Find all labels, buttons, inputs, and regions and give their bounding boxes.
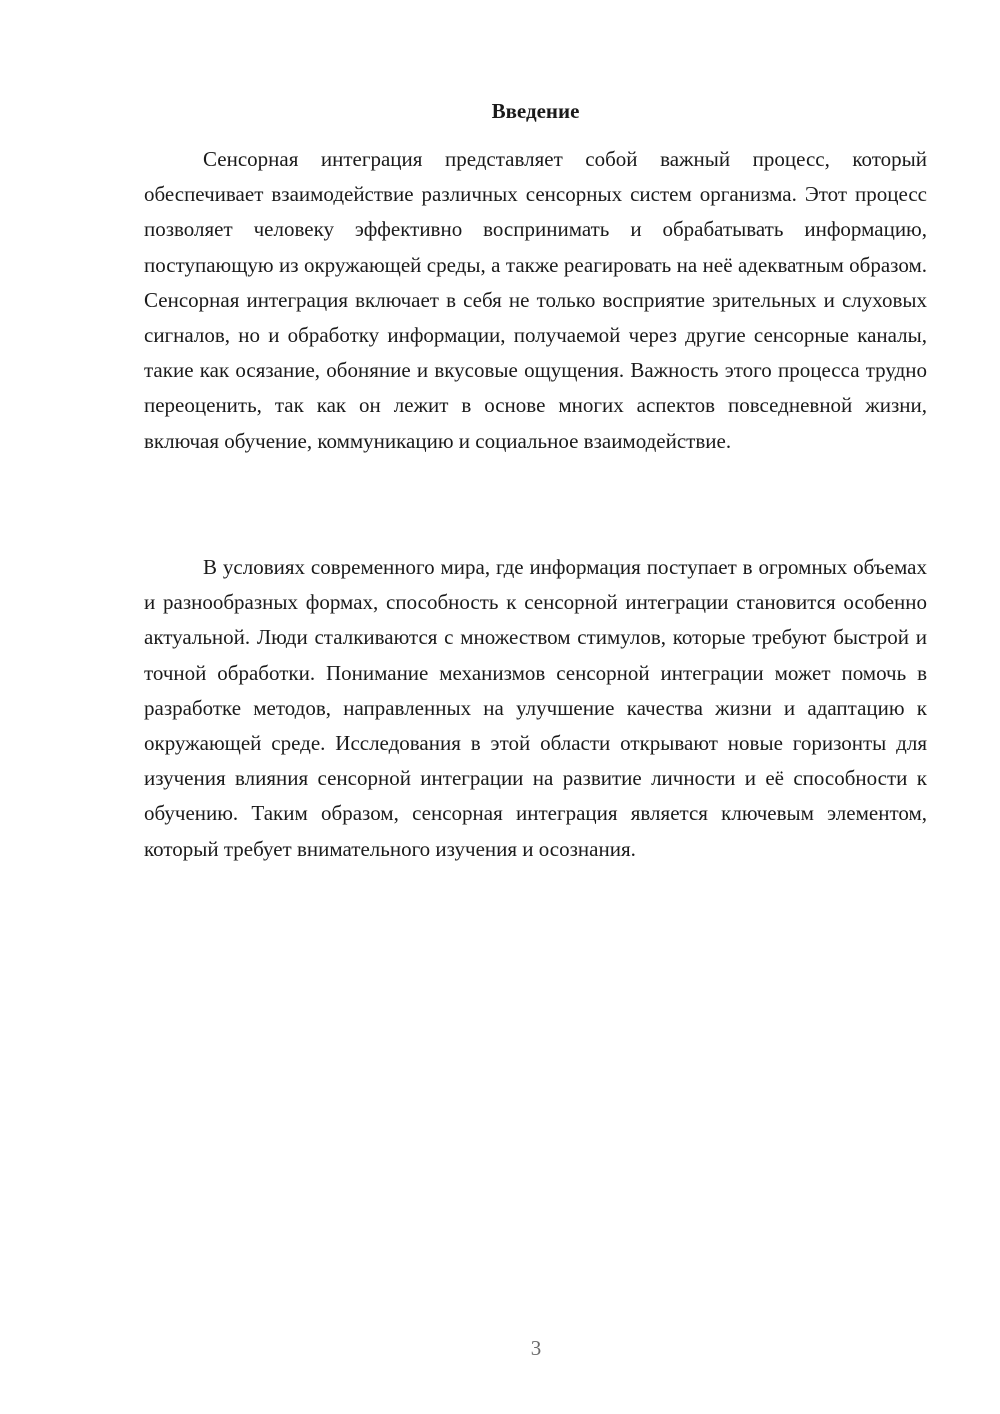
section-heading: Введение [491, 99, 580, 123]
page-number: 3 [530, 1336, 542, 1360]
paragraph-2: В условиях современного мира, где информация поступает в огромных объемах и разнообразных формах, способность к сенсорной интеграции становится особенно актуальной. Люди сталкиваются с множеством стимулов, которые требуют быстрой и точной обработки. Понимание механизмов сенсорной интеграции может помочь в разработке методов, направленных на улучшение качества жизни и адаптацию к окружающей среде. Исследования в этой области открывают новые горизонты для изучения влияния сенсорной интеграции на развитие личности и её способности к обучению. Таким образом, сенсорная интеграция является ключевым элементом, который требует внимательного изучения и осознания. [144, 555, 927, 861]
paragraph-1: Сенсорная интеграция представляет собой важный процесс, который обеспечивает взаимодействие различных сенсорных систем организма. Этот процесс позволяет человеку эффективно воспринимать и обрабатывать информацию, поступающую из окружающей среды, а также реагировать на неё адекватным образом. Сенсорная интеграция включает в себя не только восприятие зрительных и слуховых сигналов, но и обработку информации, получаемой через другие сенсорные каналы, такие как осязание, обоняние и вкусовые ощущения. Важность этого процесса трудно переоценить, так как он лежит в основе многих аспектов повседневной жизни, включая обучение, коммуникацию и социальное взаимодействие. [144, 147, 927, 453]
